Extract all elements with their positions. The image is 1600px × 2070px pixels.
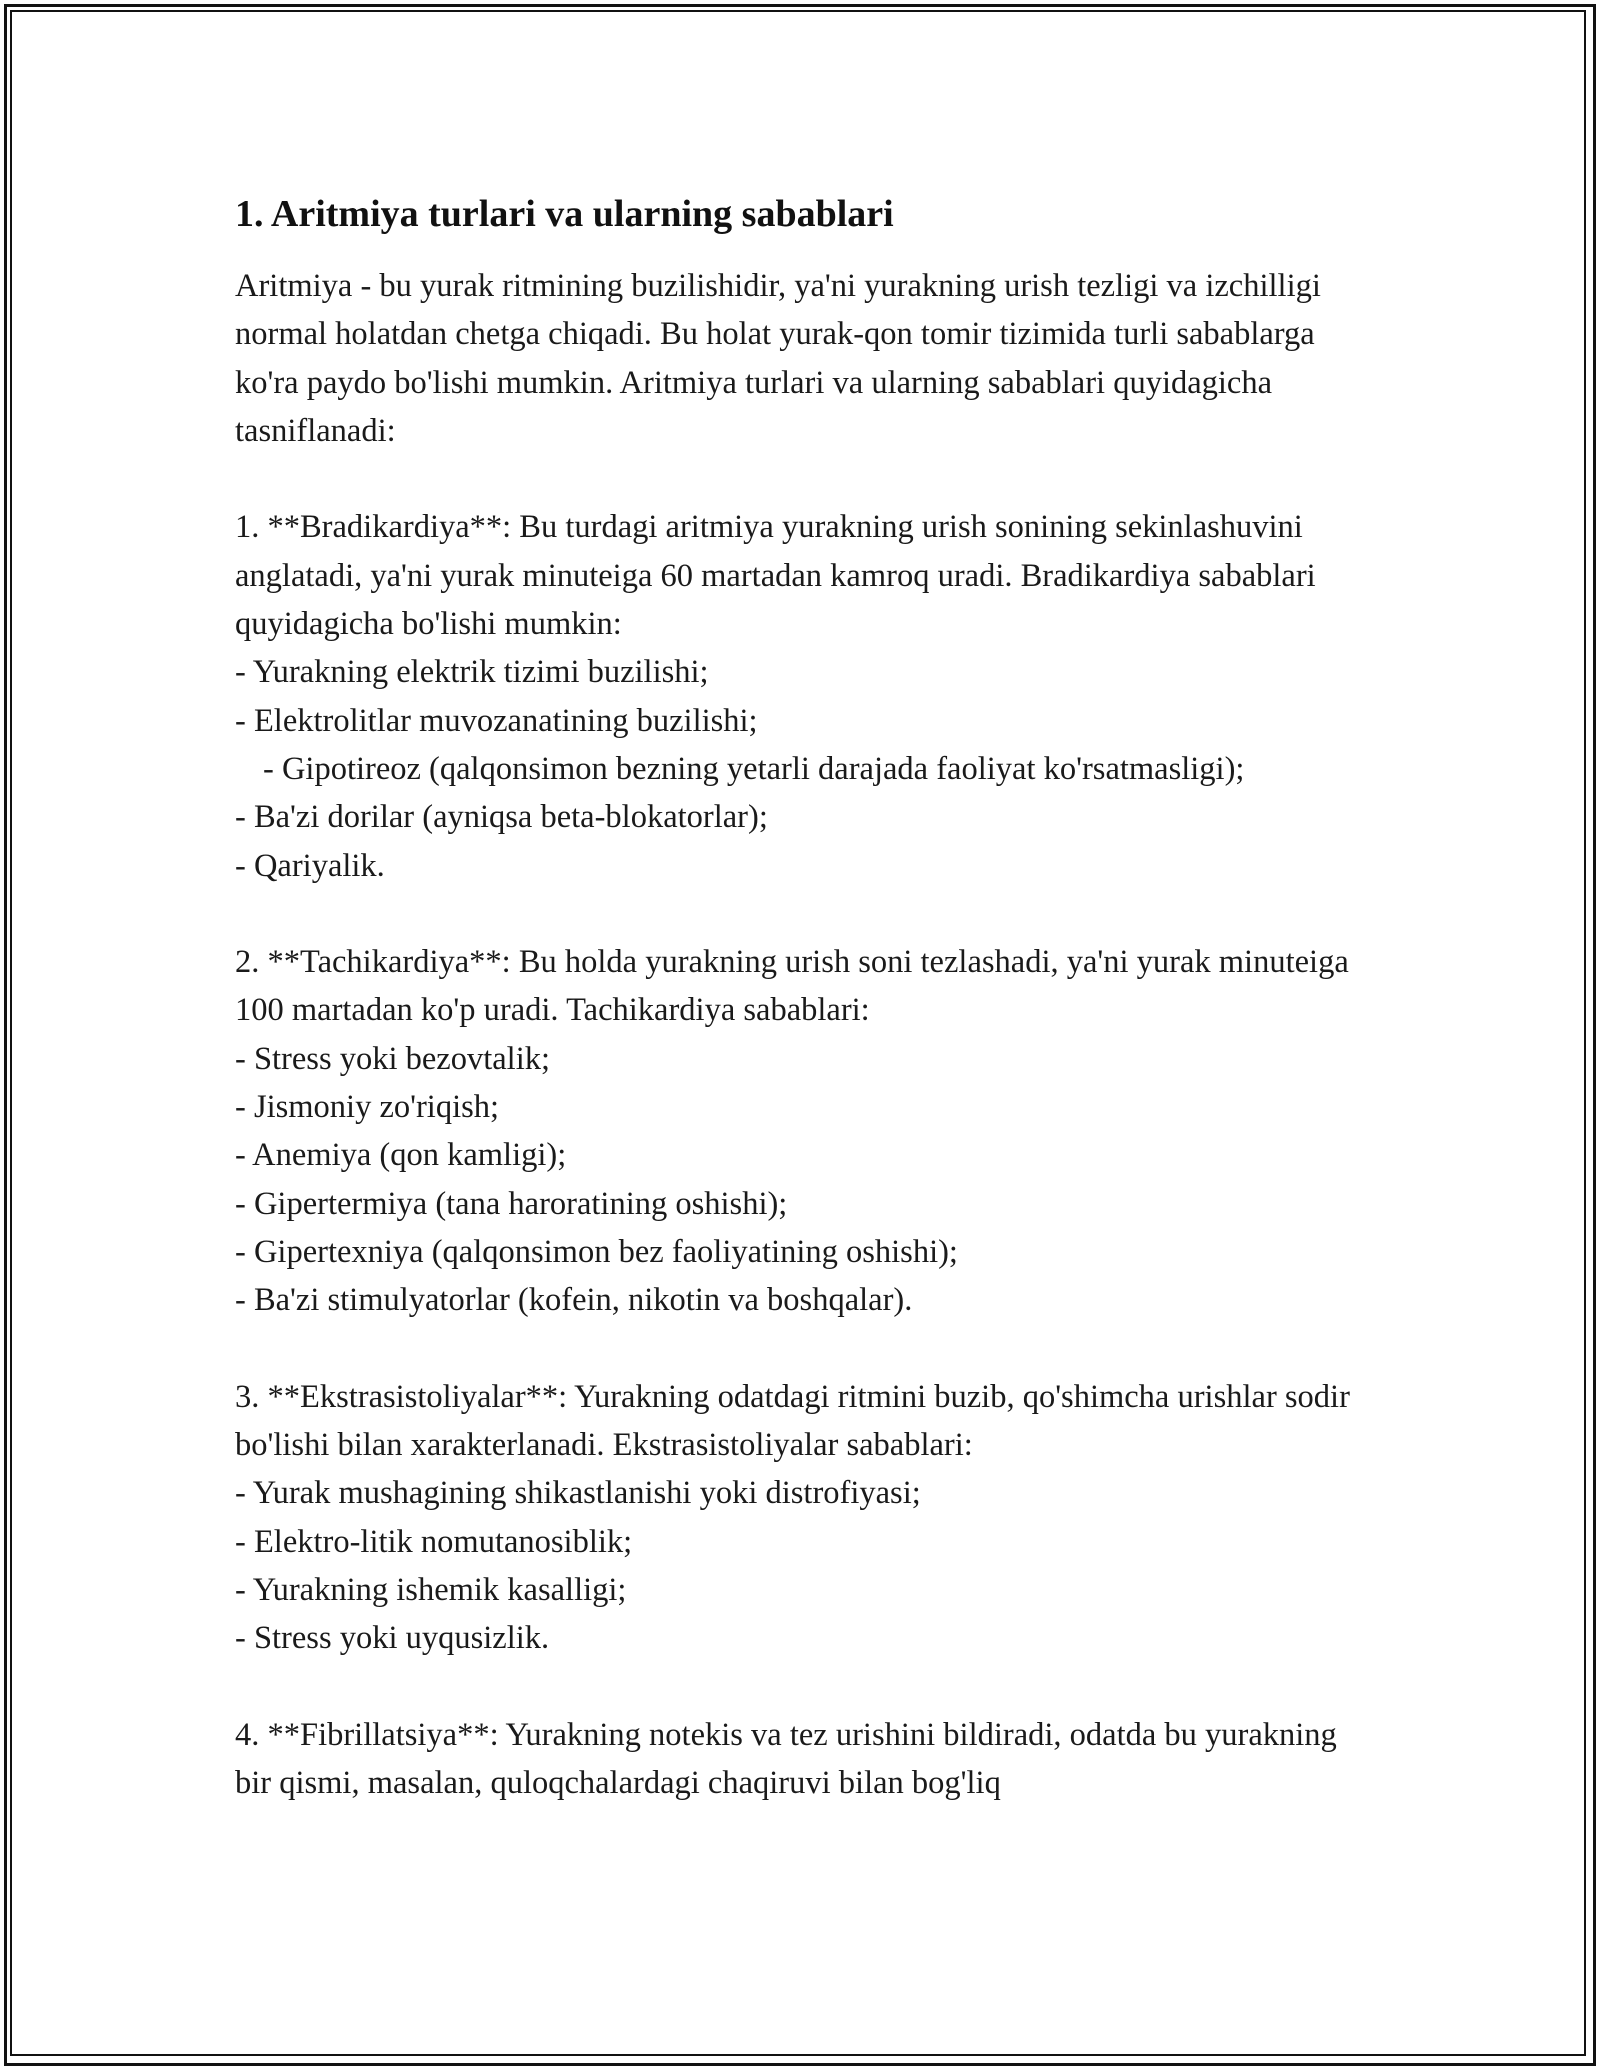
list-item: - Stress yoki uyqusizlik. [235, 1620, 550, 1657]
intro-paragraph: Aritmiya - bu yurak ritmining buzilishidir, ya'ni yurakning urish tezligi va izchilligi normal holatdan chetga chiqadi. Bu holat yurak-qon tomir tizimida turli sabablarga ko'ra paydo bo'lishi mumkin. Aritmiya turlari va ularning sabablari quyidagicha tasniflanadi: [235, 268, 1321, 449]
list-item: - Ba'zi stimulyatorlar (kofein, nikotin va boshqalar). [235, 1282, 913, 1319]
document-body [235, 186, 1375, 1808]
section-tachikardiya [235, 938, 1375, 1324]
section-lead: 4. **Fibrillatsiya**: Yurakning notekis va tez urishini bildiradi, odatda bu yurakning bir qismi, masalan, quloqchalardagi chaqiruvi bilan bog'liq [235, 1716, 1337, 1802]
section-bradikardiya [235, 503, 1375, 889]
cause-list [235, 1469, 1375, 1662]
list-item: - Yurakning elektrik tizimi buzilishi; [235, 654, 709, 691]
list-item: - Gipotireoz (qalqonsimon bezning yetarli darajada faoliyat ko'rsatmasligi); [263, 750, 1245, 787]
list-item: - Ba'zi dorilar (ayniqsa beta-blokatorlar); [235, 799, 768, 836]
list-item: - Jismoniy zo'riqish; [235, 1089, 500, 1126]
list-item: - Gipertermiya (tana haroratining oshishi); [235, 1185, 788, 1222]
cause-list [235, 1035, 1375, 1325]
section-lead: 3. **Ekstrasistoliyalar**: Yurakning odatdagi ritmini buzib, qo'shimcha urishlar sodir bo'lishi bilan xarakterlanadi. Ekstrasistoliyalar sabablari: [235, 1378, 1350, 1464]
section-fibrillatsiya [235, 1711, 1375, 1808]
cause-list [235, 648, 1375, 889]
list-item: - Elektrolitlar muvozanatining buzilishi; [235, 702, 758, 739]
list-item: - Elektro-litik nomutanosiblik; [235, 1523, 633, 1560]
list-item: - Qariyalik. [235, 847, 385, 884]
document-title: 1. Aritmiya turlari va ularning sabablari [235, 193, 894, 235]
list-item: - Yurakning ishemik kasalligi; [235, 1572, 627, 1609]
section-lead: 1. **Bradikardiya**: Bu turdagi aritmiya yurakning urish sonining sekinlashuvini anglatadi, ya'ni yurak minuteiga 60 martadan kamroq uradi. Bradikardiya sabablari quyidagicha bo'lishi mumkin: [235, 509, 1316, 643]
section-ekstrasistoliyalar [235, 1373, 1375, 1663]
section-lead: 2. **Tachikardiya**: Bu holda yurakning urish soni tezlashadi, ya'ni yurak minuteiga 100 martadan ko'p uradi. Tachikardiya sabablari: [235, 944, 1349, 1029]
list-item: - Yurak mushagining shikastlanishi yoki distrofiyasi; [235, 1475, 921, 1512]
list-item: - Stress yoki bezovtalik; [235, 1040, 551, 1077]
list-item: - Anemiya (qon kamligi); [235, 1137, 567, 1174]
list-item: - Gipertexniya (qalqonsimon bez faoliyatining oshishi); [235, 1233, 958, 1270]
